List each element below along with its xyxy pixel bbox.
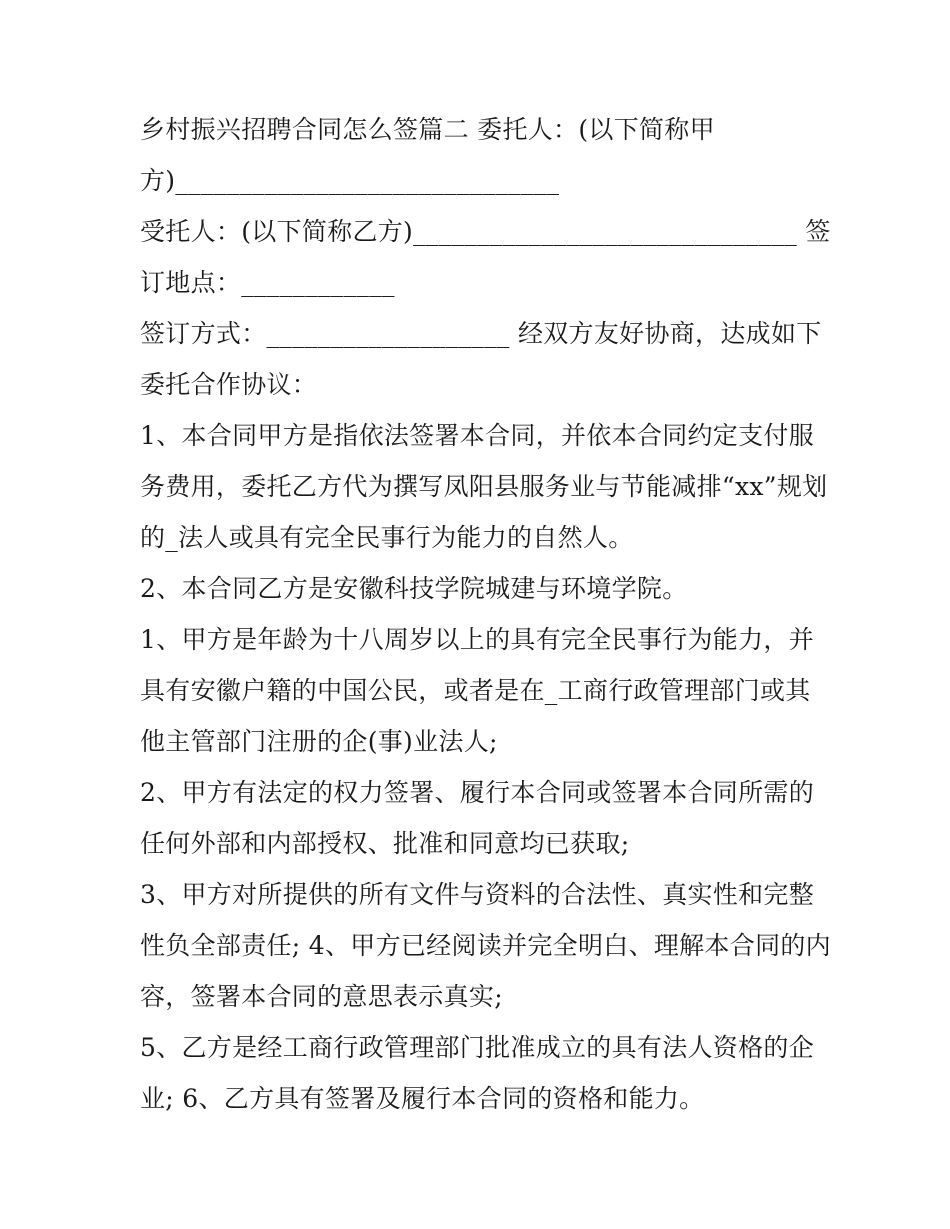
document-page: [140, 104, 831, 1124]
text-line: 性负全部责任; 4、甲方已经阅读并完全明白、理解本合同的内: [140, 931, 831, 960]
text-line: 业; 6、乙方具有签署及履行本合同的资格和能力。: [140, 1084, 705, 1113]
text-line: 乡村振兴招聘合同怎么签篇二 委托人：(以下简称甲: [140, 115, 715, 144]
text-line: 的_法人或具有完全民事行为能力的自然人。: [140, 523, 634, 552]
text-line: 容，签署本合同的意思表示真实;: [140, 982, 503, 1011]
text-line: 方)______________________________: [140, 166, 560, 195]
text-line: 签订方式：___________________ 经双方友好协商，达成如下: [140, 319, 822, 348]
text-line: 5、乙方是经工商行政管理部门批准成立的具有法人资格的企: [140, 1033, 815, 1062]
text-line: 2、本合同乙方是安徽科技学院城建与环境学院。: [140, 574, 688, 603]
text-line: 委托合作协议：: [140, 370, 318, 399]
text-line: 务费用，委托乙方代为撰写凤阳县服务业与节能减排“xx”规划: [140, 472, 828, 501]
text-line: 3、甲方对所提供的所有文件与资料的合法性、真实性和完整: [140, 880, 815, 909]
text-line: 任何外部和内部授权、批准和同意均已获取;: [140, 829, 630, 858]
text-line: 2、甲方有法定的权力签署、履行本合同或签署本合同所需的: [140, 778, 815, 807]
text-line: 他主管部门注册的企(事)业法人;: [140, 727, 498, 756]
text-line: 具有安徽户籍的中国公民，或者是在_工商行政管理部门或其: [140, 676, 811, 705]
text-line: 订地点：____________: [140, 268, 395, 297]
text-line: 1、甲方是年龄为十八周岁以上的具有完全民事行为能力，并: [140, 625, 815, 654]
text-line: 1、本合同甲方是指依法签署本合同，并依本合同约定支付服: [140, 421, 815, 450]
text-line: 受托人：(以下简称乙方)______________________________ 签: [140, 217, 831, 246]
